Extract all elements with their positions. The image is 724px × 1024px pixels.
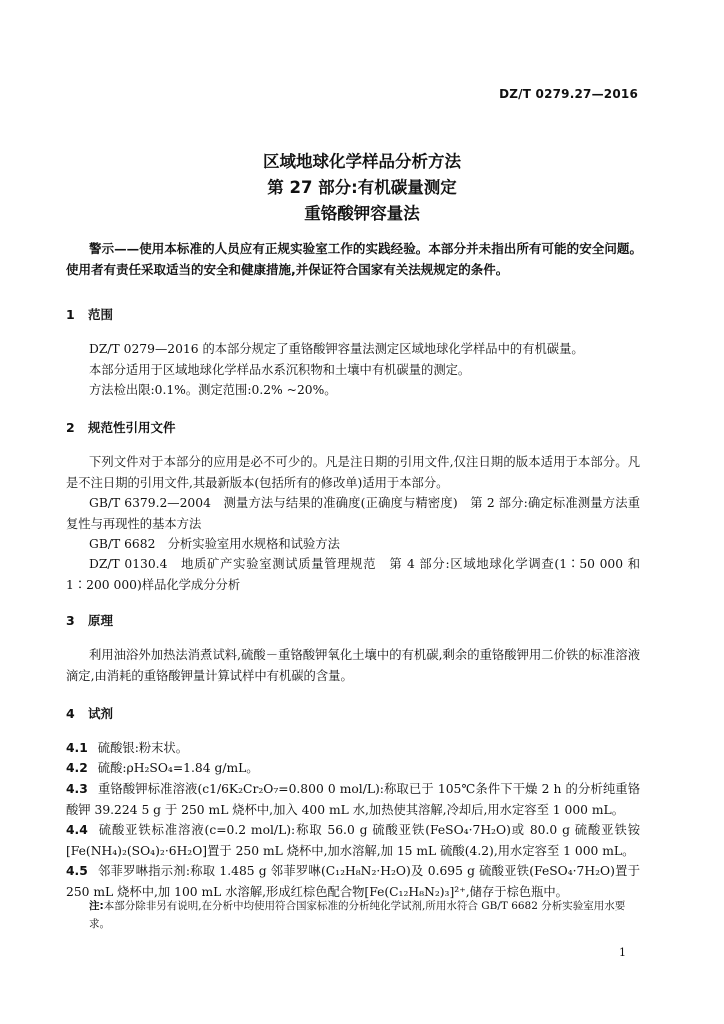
warning-paragraph: 警示——使用本标准的人员应有正规实验室工作的实践经验。本部分并未指出所有可能的安全问题。使用者有责任采取适当的安全和健康措施,并保证符合国家有关法规规定的条件。	[66, 241, 642, 277]
reagent-item-number: 4.3	[66, 782, 88, 796]
section-1-title: 范围	[88, 307, 114, 322]
reagent-item	[66, 861, 640, 902]
reference-2: GB/T 6682 分析实验室用水规格和试验方法	[89, 537, 340, 551]
references-intro: 下列文件对于本部分的应用是必不可少的。凡是注日期的引用文件,仅注日期的版本适用于本部分。凡是不注日期的引用文件,其最新版本(包括所有的修改单)适用于本部分。	[66, 455, 640, 490]
reagent-item-text: 硫酸亚铁标准溶液(c=0.2 mol/L):称取 56.0 g 硫酸亚铁(FeSO₄·7H₂O)或 80.0 g 硫酸亚铁铵[Fe(NH₄)₂(SO₄)₂·6H₂O]置于 250 mL 烧杯中,加水溶解,加 15 mL 硫酸(4.2),用水定容至 1 000 mL。	[66, 823, 640, 858]
principle-paragraph: 利用油浴外加热法消煮试料,硫酸－重铬酸钾氧化土壤中的有机碳,剩余的重铬酸钾用二价铁的标准溶液滴定,由消耗的重铬酸钾量计算试样中有机碳的含量。	[66, 648, 640, 683]
reference-3: DZ/T 0130.4 地质矿产实验室测试质量管理规范 第 4 部分:区域地球化学调查(1∶50 000 和 1∶200 000)样品化学成分分析	[66, 557, 640, 592]
section-3-number: 3	[66, 613, 75, 628]
reagent-item-number: 4.1	[66, 741, 88, 755]
section-3-heading	[66, 611, 113, 629]
document-code: DZ/T 0279.27—2016	[499, 87, 638, 101]
reagent-item	[66, 779, 640, 820]
section-1-number: 1	[66, 307, 75, 322]
reagent-item	[66, 758, 640, 779]
reagent-item	[66, 820, 640, 861]
section-2-number: 2	[66, 420, 75, 435]
section-2-heading	[66, 418, 176, 436]
reagent-item-text: 硫酸:ρH₂SO₄=1.84 g/mL。	[97, 761, 259, 775]
title-line-2: 第 27 部分:有机碳量测定	[267, 178, 457, 197]
reference-1: GB/T 6379.2—2004 测量方法与结果的准确度(正确度与精密度) 第 2 部分:确定标准测量方法重复性与再现性的基本方法	[66, 496, 640, 531]
title-line-3: 重铬酸钾容量法	[304, 204, 420, 223]
note-label: 注:	[89, 900, 104, 912]
scope-paragraph-3: 方法检出限:0.1%。测定范围:0.2% ~20%。	[89, 383, 337, 397]
scope-paragraph-1: DZ/T 0279—2016 的本部分规定了重铬酸钾容量法测定区域地球化学样品中的有机碳量。	[89, 342, 584, 356]
section-2-title: 规范性引用文件	[88, 420, 176, 435]
reagent-item	[66, 738, 640, 759]
note-text: 本部分除非另有说明,在分析中均使用符合国家标准的分析纯化学试剂,所用水符合 GB/T 6682 分析实验室用水要求。	[89, 900, 626, 930]
section-3-title: 原理	[88, 613, 114, 628]
reagent-item-text: 邻菲罗啉指示剂:称取 1.485 g 邻菲罗啉(C₁₂H₈N₂·H₂O)及 0.695 g 硫酸亚铁(FeSO₄·7H₂O)置于 250 mL 烧杯中,加 100 mL 水溶解,形成红棕色配合物[Fe(C₁₂H₈N₂)₃]²⁺,储存于棕色瓶中。	[66, 864, 640, 899]
section-4-heading	[66, 704, 113, 722]
page-number: 1	[619, 946, 626, 959]
section-4-title: 试剂	[88, 706, 114, 721]
reagent-item-text: 硫酸银:粉末状。	[97, 741, 189, 755]
reagent-item-number: 4.5	[66, 864, 88, 878]
section-1-heading	[66, 305, 113, 323]
reagent-item-number: 4.2	[66, 761, 88, 775]
reagent-item-text: 重铬酸钾标准溶液(c1/6K₂Cr₂O₇=0.800 0 mol/L):称取已于 105℃条件下干燥 2 h 的分析纯重铬酸钾 39.224 5 g 于 250 mL 烧杯中,加入 400 mL 水,加热使其溶解,冷却后,用水定容至 1 000 mL。	[66, 782, 640, 817]
reagent-item-number: 4.4	[66, 823, 88, 837]
reagent-note	[89, 897, 640, 933]
title-line-1: 区域地球化学样品分析方法	[263, 152, 461, 171]
section-4-number: 4	[66, 706, 75, 721]
scope-paragraph-2: 本部分适用于区域地球化学样品水系沉积物和土壤中有机碳量的测定。	[89, 363, 471, 377]
